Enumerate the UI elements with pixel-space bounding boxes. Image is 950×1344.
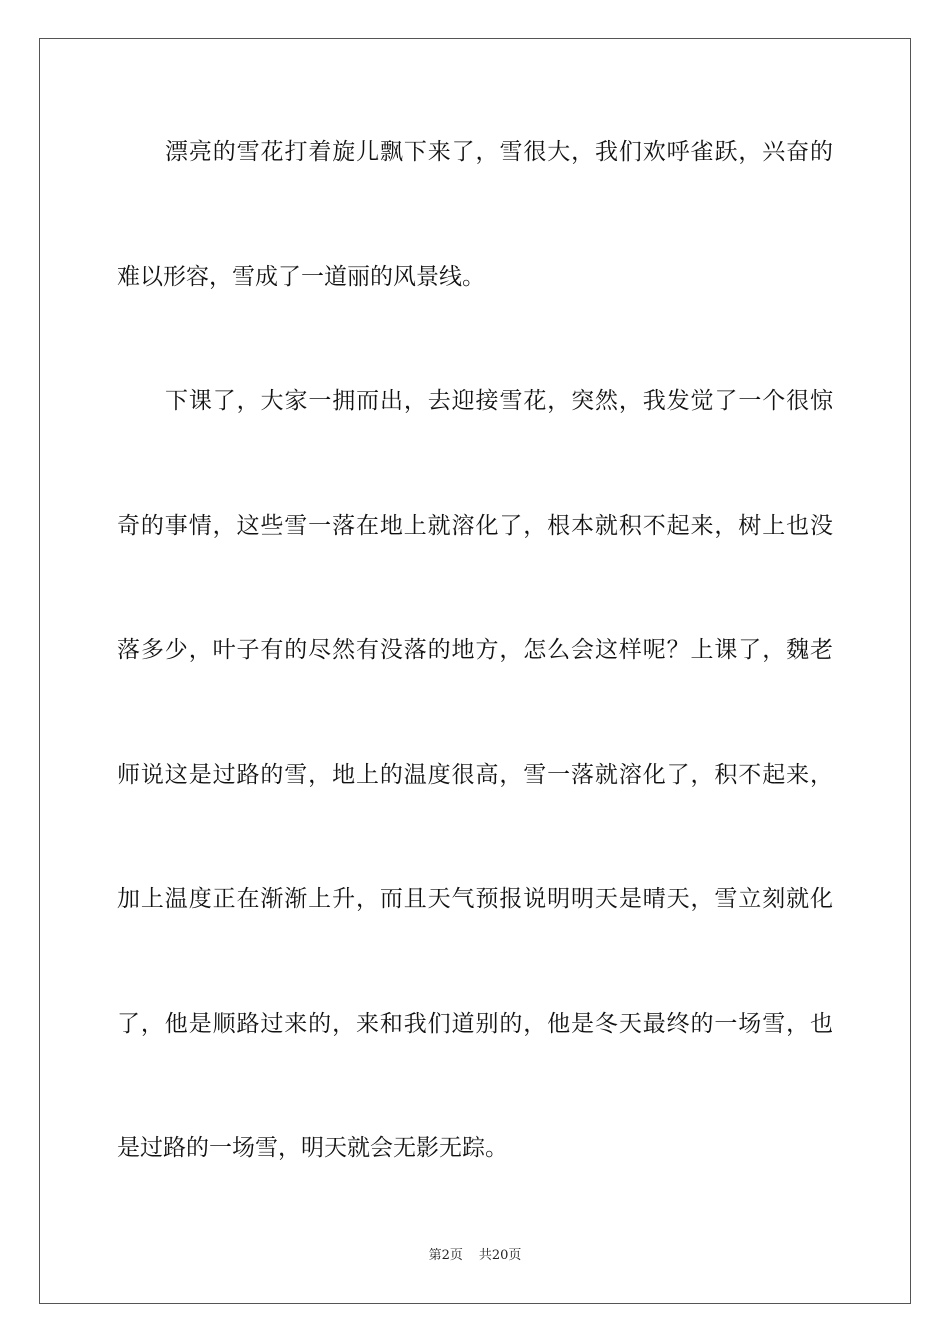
page-number: 第2页 [428, 1248, 463, 1263]
paragraph-2-line-4: 师说这是过路的雪，地上的温度很高，雪一落就溶化了，积不起来， [117, 762, 833, 788]
paragraph-2-line-6: 了，他是顺路过来的，来和我们道别的，他是冬天最终的一场雪，也 [117, 1011, 833, 1037]
page-total: 共20页 [478, 1248, 522, 1263]
paragraph-1-line-1: 漂亮的雪花打着旋儿飘下来了，雪很大，我们欢呼雀跃，兴奋的 [165, 139, 833, 165]
paragraph-2-line-2: 奇的事情，这些雪一落在地上就溶化了，根本就积不起来，树上也没 [117, 513, 833, 539]
paragraph-2-line-5: 加上温度正在渐渐上升，而且天气预报说明明天是晴天，雪立刻就化 [117, 886, 833, 912]
page-frame [39, 38, 911, 1304]
page-footer [0, 1247, 950, 1265]
paragraph-1-line-2: 难以形容，雪成了一道丽的风景线。 [117, 264, 485, 290]
paragraph-2-line-1: 下课了，大家一拥而出，去迎接雪花，突然，我发觉了一个很惊 [165, 388, 833, 414]
paragraph-2-line-3: 落多少，叶子有的尽然有没落的地方，怎么会这样呢？上课了，魏老 [117, 637, 833, 663]
paragraph-2-line-7: 是过路的一场雪，明天就会无影无踪。 [117, 1135, 508, 1161]
